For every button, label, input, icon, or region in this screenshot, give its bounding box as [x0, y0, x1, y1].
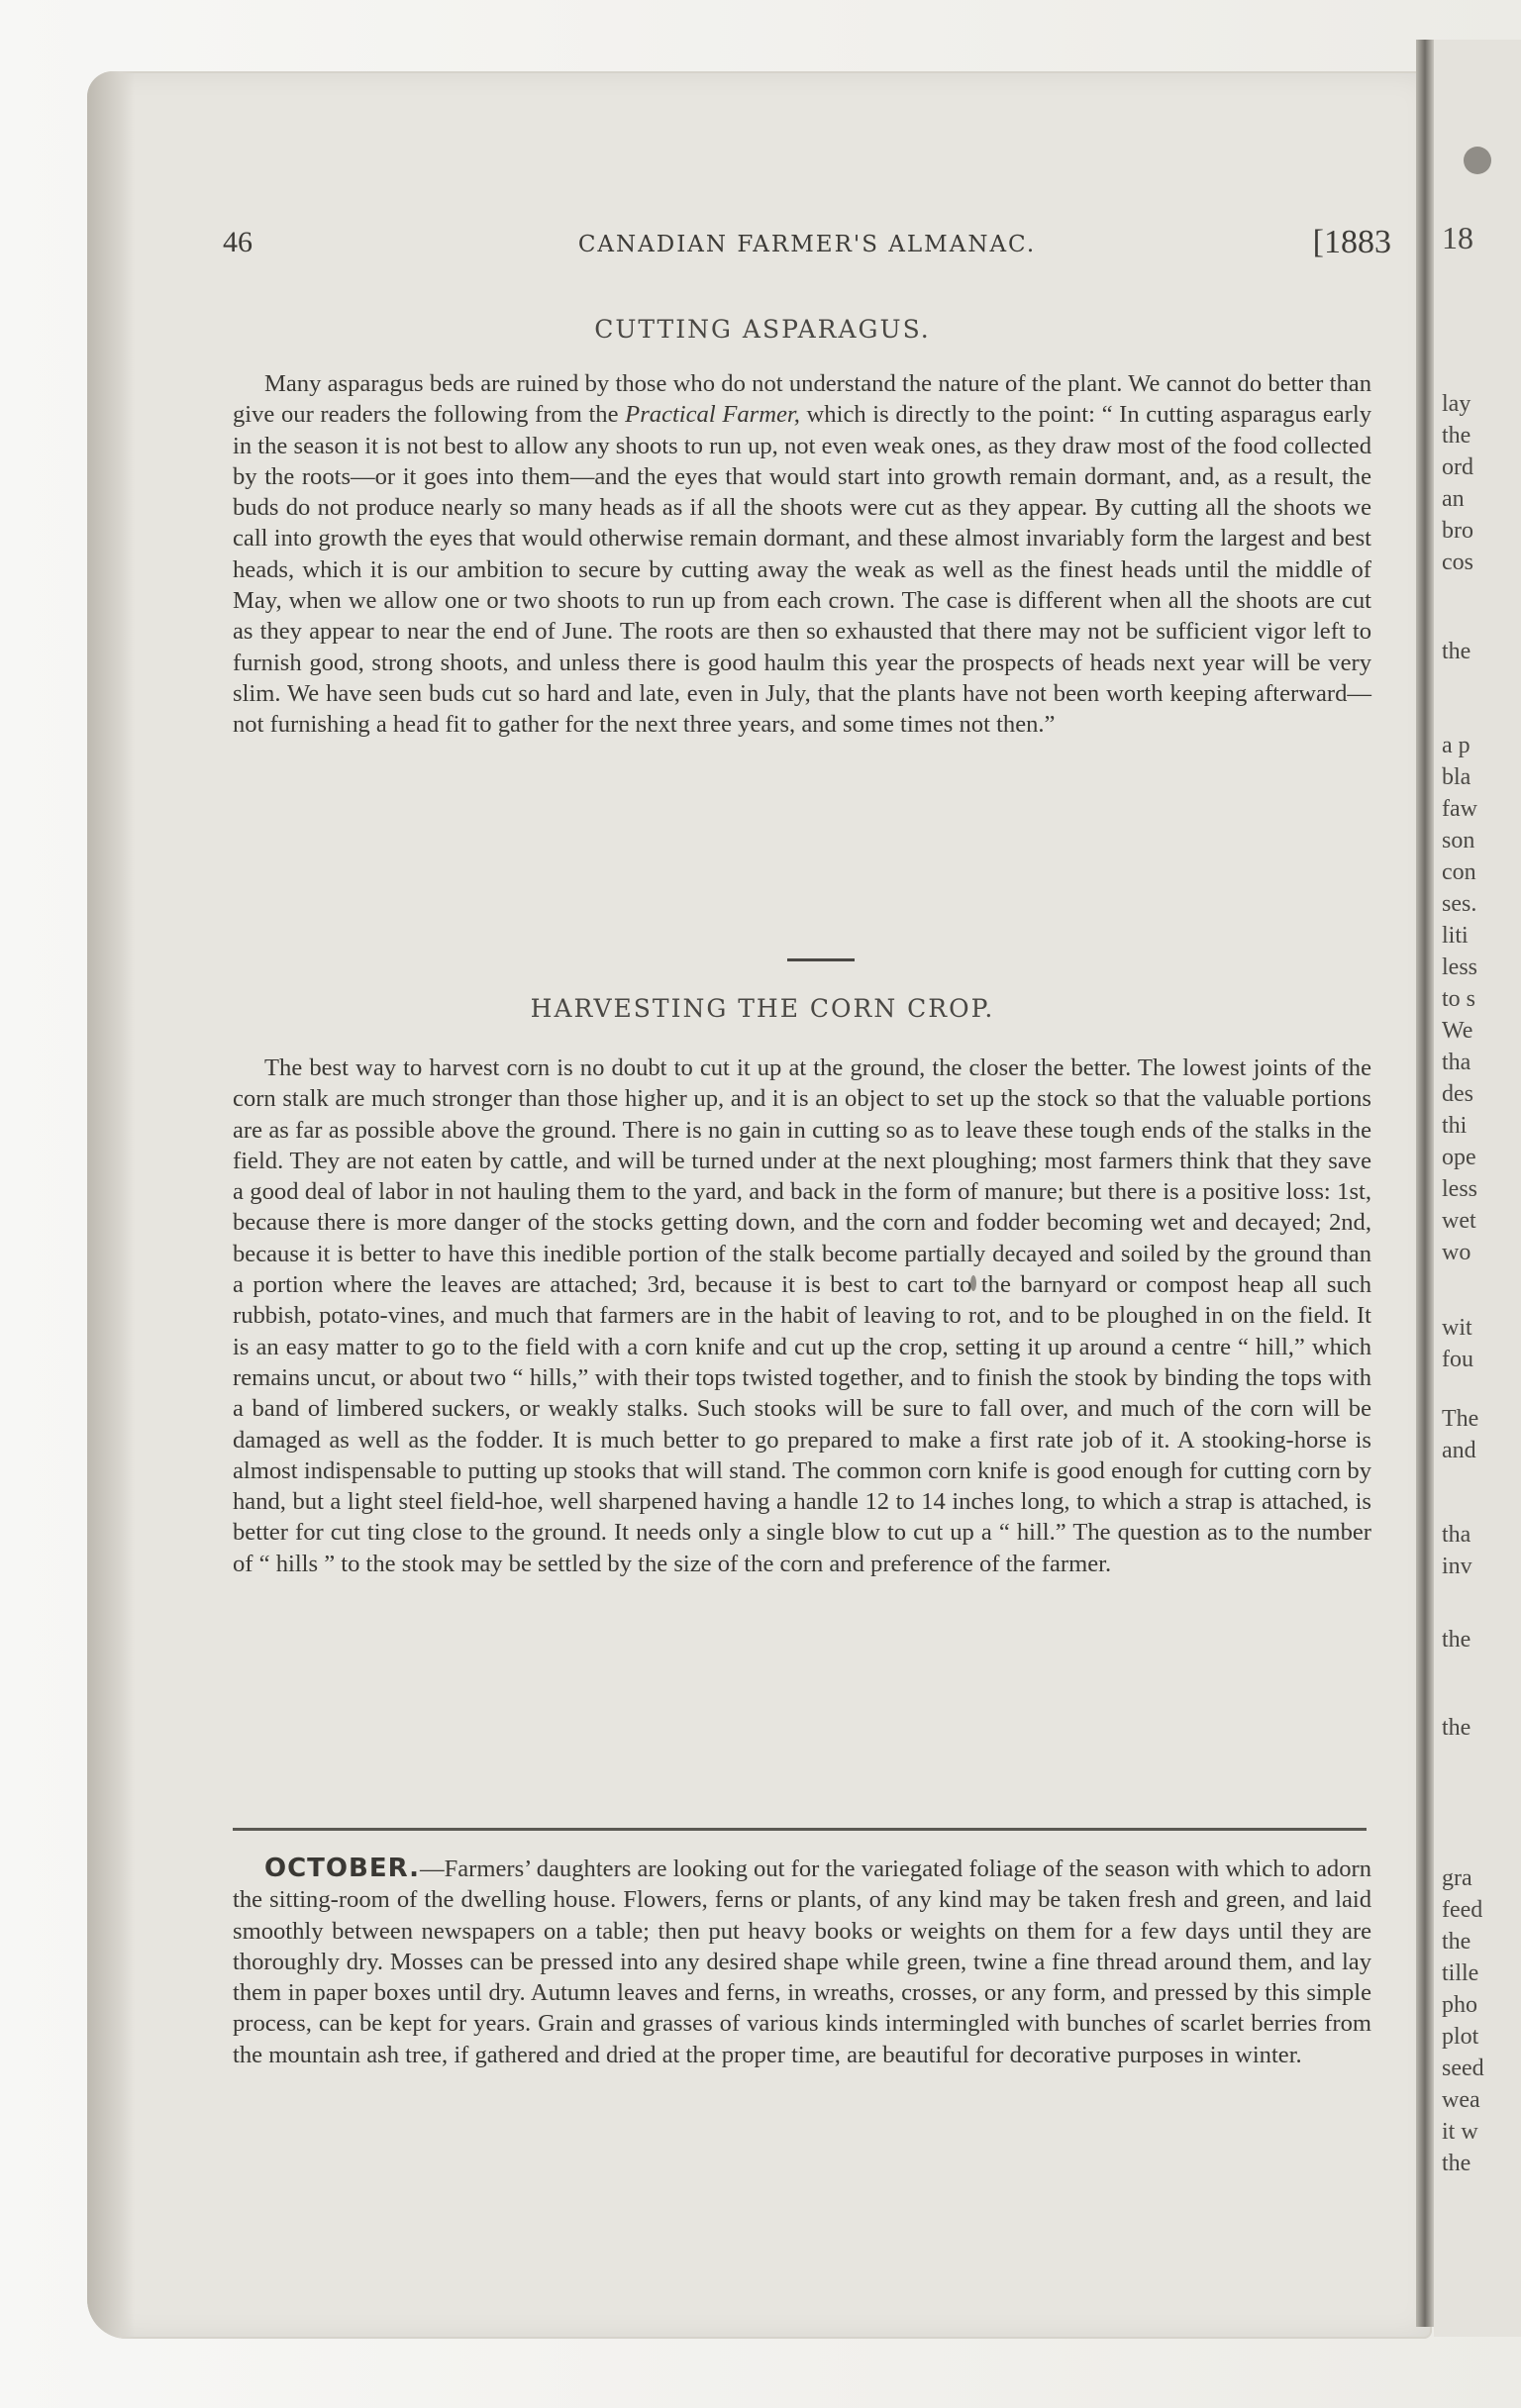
adjacent-page: [1434, 40, 1521, 2337]
adjacent-fragment: the: [1442, 2151, 1471, 2176]
adjacent-fragment: ope: [1442, 1145, 1476, 1170]
adjacent-fragment: inv: [1442, 1554, 1472, 1579]
adjacent-fragment: gra: [1442, 1865, 1472, 1891]
adjacent-fragment: the: [1442, 1627, 1471, 1653]
adjacent-fragment: feed: [1442, 1897, 1483, 1923]
adjacent-page-number: 18: [1442, 220, 1473, 255]
adjacent-fragment: the: [1442, 1929, 1471, 1955]
ink-blot: [1464, 147, 1491, 174]
section-divider: [787, 958, 855, 961]
adjacent-fragment: to s: [1442, 986, 1476, 1012]
october-heading: OCTOBER.: [264, 1854, 420, 1883]
adjacent-fragment: and: [1442, 1438, 1476, 1463]
adjacent-fragment: the: [1442, 1715, 1471, 1741]
adjacent-fragment: it w: [1442, 2119, 1478, 2145]
asparagus-text-a: Many asparagus beds are ruined by those who do not understand the nature of the plant. We cannot do better than give our readers the following from the: [233, 370, 1371, 429]
header-year: [1883: [1312, 224, 1391, 260]
article-title-asparagus: CUTTING ASPARAGUS.: [594, 315, 931, 344]
page-header: [223, 226, 1391, 275]
adjacent-fragment: We: [1442, 1018, 1473, 1044]
running-title: CANADIAN FARMER'S ALMANAC.: [577, 232, 1037, 257]
adjacent-fragment: tille: [1442, 1960, 1479, 1986]
page-content: [144, 0, 1391, 2277]
adjacent-fragment: seed: [1442, 2056, 1484, 2081]
article-body-corn: The best way to harvest corn is no doubt to cut it up at the ground, the closer the better. The lowest joints of the corn stalk are much stronger than those higher up, and it is an object to set up the stock so that the valuable portions are as far as possible above the ground. There is no gain in cutting so as to leave these tough ends of the stalks in the field. They are not eaten by cattle, and will be turned under at the next ploughing; most farmers think that they save a good deal of labor in not hauling them to the yard, and back in the form of manure; but there is a positive loss: 1st, because there is more danger of the stocks getting down, and the corn and fodder becoming wet and decayed; 2nd, because it is better to have this inedible portion of the stalk become partially decayed and soiled by the ground than a portion where the leaves are attached; 3rd, because it is best to cart to the barnyard or compost heap all such rubbish, potato-vines, and much that farmers are in the habit of leaving to rot, and to be ploughed in on the field. It is an easy matter to go to the field with a corn knife and cut up the crop, setting it up around a centre “ hill,” which remains uncut, or about two “ hills,” with their tops twisted together, and to finish the stook by binding the tops with a band of limbered suckers, or weakly stalks. Such stooks will be sure to fall over, and much of the corn will be damaged as well as the fodder. It is much better to go prepared to make a first rate job of it. A stooking-horse is almost indispensable to putting up stooks that will stand. The common corn knife is good enough for cutting corn by hand, but a light steel field-hoe, well sharpened having a handle 12 to 14 inches long, to which a strap is attached, is better for cut ting close to the ground. It needs only a single blow to cut up a “ hill.” The question as to the number of “ hills ” to the stook may be settled by the size of the corn and preference of the farmer.: [233, 1054, 1371, 1577]
adjacent-fragment: the: [1442, 639, 1471, 664]
section-rule: [233, 1828, 1367, 1831]
article-body-asparagus: [233, 368, 1371, 741]
adjacent-fragment: less: [1442, 954, 1477, 980]
adjacent-fragment: bla: [1442, 764, 1471, 790]
adjacent-fragment: tha: [1442, 1050, 1471, 1075]
october-body: —Farmers’ daughters are looking out for the variegated foliage of the season with which to adorn the sitting-room of the dwelling house. Flowers, ferns or plants, of any kind may be taken fresh and green, and laid smoothly between newspapers on a table; then put heavy books or weights on them for a few days until they are thoroughly dry. Mosses can be pressed into any desired shape while green, twine a fine thread around them, and lay them in paper boxes until dry. Autumn leaves and ferns, in wreaths, crosses, or any form, and pressed by this simple process, can be kept for years. Grain and grasses of various kinds intermingled with bunches of scarlet berries from the mountain ash tree, if gathered and dried at the proper time, are beautiful for decorative purposes in winter.: [233, 1856, 1371, 2068]
adjacent-fragment: tha: [1442, 1522, 1471, 1548]
adjacent-fragment: cos: [1442, 550, 1473, 575]
adjacent-fragment: son: [1442, 828, 1475, 853]
adjacent-fragment: pho: [1442, 1992, 1477, 2018]
adjacent-fragment: an: [1442, 486, 1465, 512]
adjacent-fragment: des: [1442, 1081, 1473, 1107]
worn-page-edge: [87, 71, 135, 2339]
adjacent-fragment: wet: [1442, 1208, 1476, 1234]
adjacent-fragment: con: [1442, 859, 1476, 885]
adjacent-fragment: less: [1442, 1176, 1477, 1202]
adjacent-fragment: plot: [1442, 2024, 1479, 2050]
asparagus-text-b: which is directly to the point: “ In cutting asparagus early in the season it is not best to allow any shoots to run up, not even weak ones, as they draw most of the food collected by the roots—or it goes into them—and the eyes that would start into growth remain dormant, and, as a result, the buds do not produce nearly so many heads as if all the shoots were cut as they appear. By cutting all the shoots we call into growth the eyes that would otherwise remain dormant, and these almost invariably form the largest and best heads, which it is our ambition to secure by cutting away the weak as well as the finest heads until the middle of May, when we allow one or two shoots to run up from each crown. The case is different when all the shoots are cut as they appear to near the end of June. The roots are then so exhausted that there may not be sufficient vigor left to furnish good, strong shoots, and unless there is good haulm this year the prospects of heads next year will be very slim. We have seen buds cut so hard and late, even in July, that the plants have not been worth keeping afterward—not furnishing a head fit to gather for the next three years, and some times not then.”: [233, 401, 1372, 739]
adjacent-fragment: thi: [1442, 1113, 1468, 1139]
adjacent-fragment: a p: [1442, 733, 1470, 758]
adjacent-fragment: faw: [1442, 796, 1477, 822]
source-citation: Practical Farmer,: [625, 401, 800, 429]
adjacent-fragment: The: [1442, 1406, 1479, 1432]
adjacent-fragment: wea: [1442, 2087, 1480, 2113]
adjacent-fragment: liti: [1442, 923, 1469, 949]
adjacent-fragment: bro: [1442, 518, 1473, 544]
article-title-corn: HARVESTING THE CORN CROP.: [530, 994, 995, 1023]
adjacent-fragment: the: [1442, 423, 1471, 449]
adjacent-fragment: lay: [1442, 391, 1471, 417]
adjacent-fragment: ord: [1442, 454, 1473, 480]
adjacent-fragment: ses.: [1442, 891, 1477, 917]
adjacent-fragment: fou: [1442, 1347, 1473, 1372]
adjacent-fragment: wit: [1442, 1315, 1472, 1341]
book-gutter: [1416, 40, 1434, 2327]
adjacent-fragment: wo: [1442, 1240, 1471, 1265]
october-note: [233, 1854, 1371, 2070]
page-number: 46: [223, 226, 253, 258]
